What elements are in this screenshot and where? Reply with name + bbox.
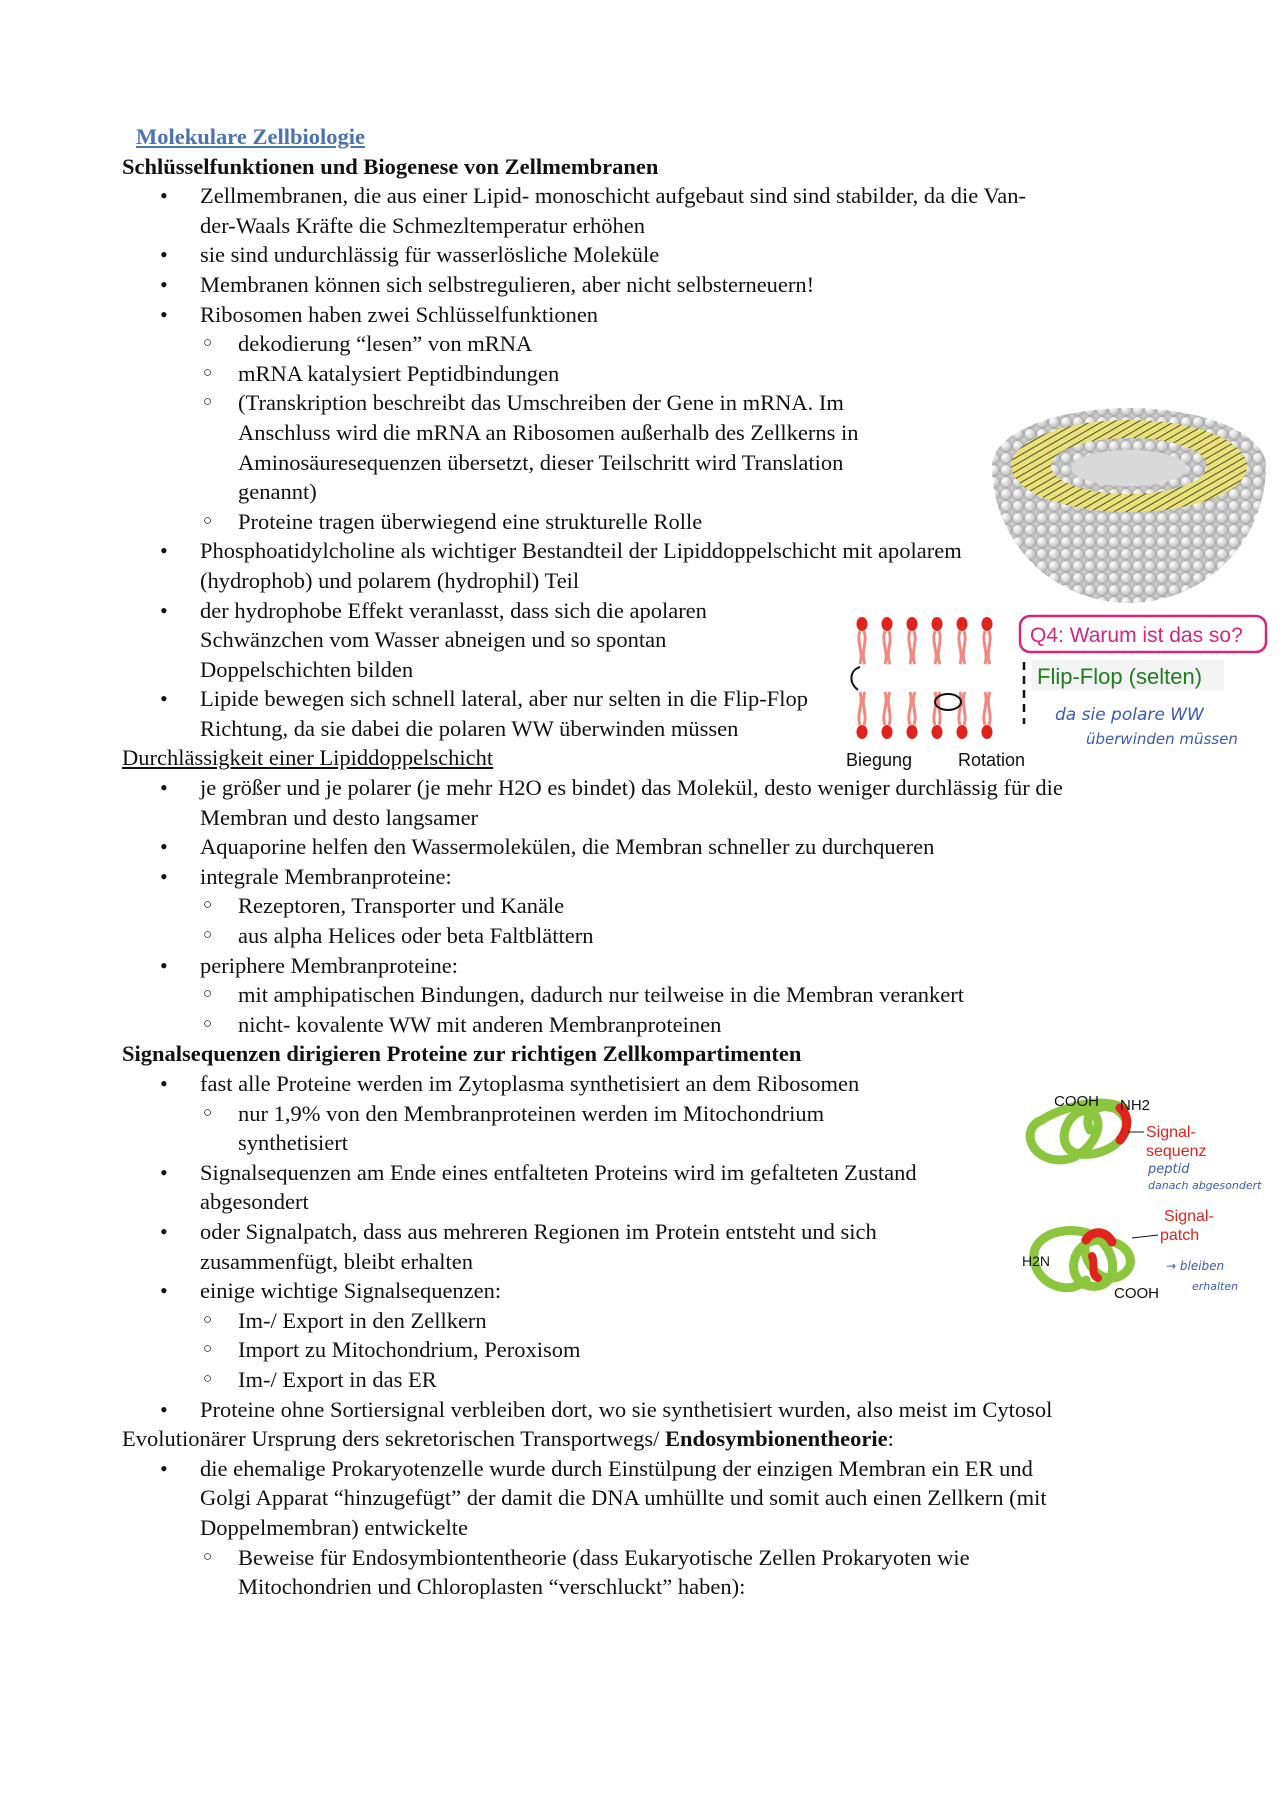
list-item: • sie sind undurchlässig für wasserlösliche Moleküle [122,240,1162,270]
list-item-text: die ehemalige Prokaryotenzelle wurde durch Einstülpung der einzigen Membran ein ER und Golgi Apparat “hinzugefügt” der damit die DNA umhüllte und somit auch einen Zellkern (mit Doppelmembran) entwickelte [200,1455,1047,1540]
list-item [122,862,1162,951]
list-item-text: Ribosomen haben zwei Schlüsselfunktionen [200,301,599,327]
list-item: • Signalsequenzen am Ende eines entfalteten Proteins wird im gefalteten Zustand abgesondert [122,1158,970,1217]
list-item: • der hydrophobe Effekt veranlasst, dass sich die apolaren Schwänzchen vom Wasser abneigen und so spontan Doppelschichten bilden [122,596,795,685]
section-heading-signal: Signalsequenzen dirigieren Proteine zur richtigen Zellkompartimenten [122,1041,802,1067]
handwritten-note-2: überwinden müssen [1086,730,1238,748]
sub-list-item: ○ mRNA katalysiert Peptidbindungen [200,359,1162,389]
sub-list-mito [200,1099,1162,1158]
sub-list-item: ○ aus alpha Helices oder beta Faltblättern [200,921,1162,951]
label-signal-sequenz-2: sequenz [1146,1143,1207,1160]
list-item [122,1276,1162,1394]
section-heading-endosymbiont [122,1424,1162,1454]
list-item-text: periphere Membranproteine: [200,952,459,978]
label-nh2-top: NH2 [1120,1097,1151,1114]
handwritten-note-abgesondert: danach abgesondert [1148,1179,1262,1192]
document-body [122,122,1162,1602]
label-rotation: Rotation [958,750,1026,770]
label-signal-patch-1: Signal- [1164,1208,1214,1225]
sub-list-item: ○ mit amphipatischen Bindungen, dadurch nur teilweise in die Membran verankert [200,980,1162,1010]
protein-sequence-top [1030,1103,1127,1160]
sub-list-item: ○ Proteine tragen überwiegend eine strukturelle Rolle [200,507,1162,537]
sub-list-peripheral [200,980,1162,1039]
handwritten-note-bleiben: → bleiben [1166,1259,1225,1273]
label-cooh-bottom: COOH [1114,1285,1159,1302]
sub-list-item: ○ Im-/ Export in das ER [200,1365,1162,1395]
list-item: • oder Signalpatch, dass aus mehreren Regionen im Protein entsteht und sich zusammenfügt, bleibt erhalten [122,1217,970,1276]
sub-list-item: ○ (Transkription beschreibt das Umschreiben der Gene in mRNA. Im Anschluss wird die mRNA an Ribosomen außerhalb des Zellkerns in Aminosäuresequenzen übersetzt, dieser Teilschritt wird Translation genannt) [200,388,898,506]
lipid-bilayer [857,617,993,739]
list-item [122,1454,1065,1602]
heading-bold-text: Endosymbionentheorie [665,1426,888,1452]
heading-plain-text: Evolutionärer Ursprung ders sekretorischen Transportwegs/ [122,1426,666,1452]
section-heading-permeability: Durchlässigkeit einer Lipiddoppelschicht [122,745,494,771]
bullet-list-permeability [122,773,1162,1039]
handwritten-note-peptid: peptid [1148,1162,1190,1177]
section-heading-membranes: Schlüsselfunktionen und Biogenese von Zellmembranen [122,153,659,179]
heading-colon: : [887,1426,894,1452]
handwritten-note-erhalten: erhalten [1192,1280,1239,1293]
bullet-list-endosymbiont [122,1454,1162,1602]
list-item: • Aquaporine helfen den Wassermolekülen, die Membran schneller zu durchqueren [122,832,1162,862]
list-item-text: einige wichtige Signalsequenzen: [200,1278,502,1304]
list-item: • Phosphoatidylcholine als wichtiger Bestandteil der Lipiddoppelschicht mit apolarem (hydrophob) und polarem (hydrophil) Teil [122,536,970,595]
sub-list-item: ○ Import zu Mitochondrium, Peroxisom [200,1335,1162,1365]
page-title[interactable]: Molekulare Zellbiologie [136,124,365,149]
label-signal-patch-2: patch [1160,1227,1200,1244]
sub-list-evidence [200,1543,1065,1602]
label-cooh-top: COOH [1054,1093,1099,1110]
label-signal-sequenz-1: Signal- [1146,1124,1196,1141]
sub-list-signals [200,1306,1162,1395]
list-item: • Zellmembranen, die aus einer Lipid- monoschicht aufgebaut sind sind stabilder, da die Van-der-Waals Kräfte die Schmezltemperatur erhöhen [122,181,1040,240]
list-item: • Membranen können sich selbstregulieren, aber nicht selbsterneuern! [122,270,1162,300]
list-item-text: fast alle Proteine werden im Zytoplasma synthetisiert an dem Ribosomen [200,1071,860,1096]
liposome-image [988,404,1270,604]
list-item: • Proteine ohne Sortiersignal verbleiben dort, wo sie synthetisiert wurden, also meist im Cytosol [122,1395,1065,1425]
list-item-text: integrale Membranproteine: [200,863,452,889]
flip-flop-diagram [846,612,1270,770]
sub-list-integral [200,891,1162,950]
sub-list-item: ○ nur 1,9% von den Membranproteinen werden im Mitochondrium synthetisiert [200,1099,898,1158]
sub-list-item: ○ Beweise für Endosymbiontentheorie (dass Eukaryotische Zellen Prokaryoten wie Mitochondrien und Chloroplasten “verschluckt” haben): [200,1543,1098,1602]
bullet-list-signal [122,1069,1162,1424]
list-item [122,951,1162,1040]
list-item: • Lipide bewegen sich schnell lateral, aber nur selten in die Flip-Flop Richtung, da sie dabei die polaren WW überwinden müssen [122,684,860,743]
signal-sequence-diagram [1020,1090,1280,1305]
handwritten-note-1: da sie polare WW [1055,705,1204,725]
list-item: • je größer und je polarer (je mehr H2O es bindet) das Molekül, desto weniger durchlässig für die Membran und desto langsamer [122,773,1065,832]
label-h2n: H2N [1022,1253,1051,1269]
sub-list-item: ○ Rezeptoren, Transporter und Kanäle [200,891,1162,921]
sub-list-item: ○ nicht- kovalente WW mit anderen Membranproteinen [200,1010,1162,1040]
question-label: Q4: Warum ist das so? [1030,624,1243,647]
label-biegung: Biegung [846,750,913,770]
flip-flop-label: Flip-Flop (selten) [1037,664,1203,689]
list-item [122,1069,1162,1158]
sub-list-item: ○ Im-/ Export in den Zellkern [200,1306,1162,1336]
sub-list-item: ○ dekodierung “lesen” von mRNA [200,329,1162,359]
